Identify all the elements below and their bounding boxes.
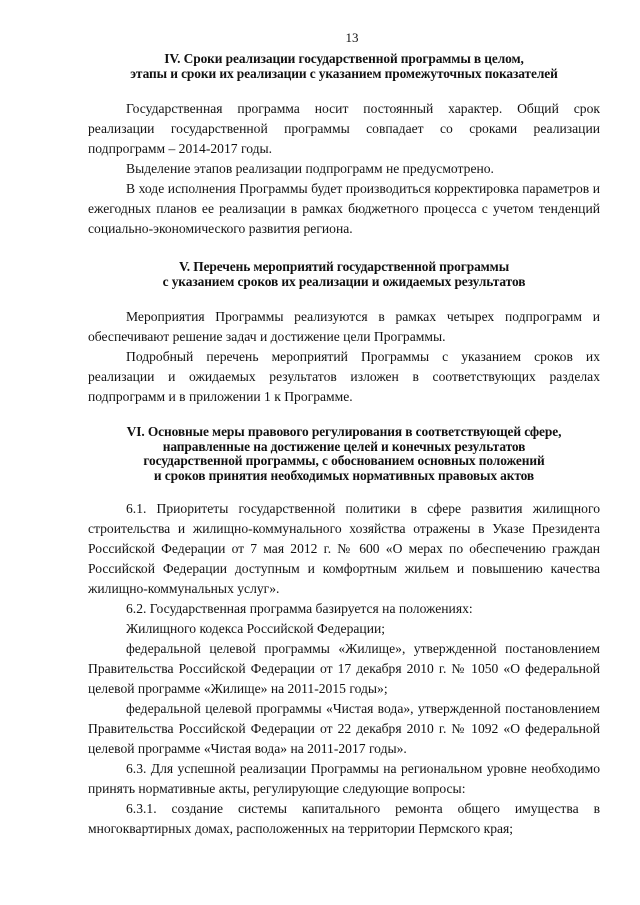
section-4-paragraph-2: Выделение этапов реализации подпрограмм не предусмотрено. xyxy=(126,161,494,176)
section-6-paragraph-5: федеральной целевой программы «Чистая вода», утвержденной постановлением Правительства Российской Федерации от 22 декабря 2010 г. № 1092 «О федеральной целевой программе «Чистая вода» на 2011-2017 годы». xyxy=(88,701,600,756)
section-6-paragraph-4: федеральной целевой программы «Жилище», утвержденной постановлением Правительства Российской Федерации от 17 декабря 2010 г. № 1050 «О федеральной целевой программе «Жилище» на 2011-2015 годы»; xyxy=(88,641,600,696)
section-5-paragraph-1: Мероприятия Программы реализуются в рамках четырех подпрограмм и обеспечивают решение задач и достижение цели Программы. xyxy=(88,309,600,344)
section-6-heading-line-1: VI. Основные меры правового регулирования в соответствующей сфере, xyxy=(126,424,562,439)
section-6-paragraph-1: 6.1. Приоритеты государственной политики в сфере развития жилищного строительства и жилищно-коммунального хозяйства отражены в Указе Президента Российской Федерации от 7 мая 2012 г. № 600 «О мерах по обеспечению граждан Российской Федерации доступным и комфортным жильем и повышению качества жилищно-коммунальных услуг». xyxy=(88,501,600,596)
document-page xyxy=(88,30,600,839)
section-6-heading-line-2: направленные на достижение целей и конечных результатов xyxy=(162,438,526,454)
section-6-heading-line-4: и сроков принятия необходимых нормативных правовых актов xyxy=(153,467,535,483)
section-6-heading xyxy=(88,425,600,483)
section-5-heading xyxy=(88,260,600,289)
section-6-paragraph-2: 6.2. Государственная программа базируется на положениях: xyxy=(126,601,473,616)
section-5-heading-line-1: V. Перечень мероприятий государственной программы xyxy=(178,259,510,274)
section-5-paragraph-2: Подробный перечень мероприятий Программы с указанием сроков их реализации и ожидаемых результатов изложен в соответствующих разделах подпрограмм и в приложении 1 к Программе. xyxy=(88,349,600,404)
section-4-heading-line-2: этапы и сроки их реализации с указанием промежуточных показателей xyxy=(130,65,558,81)
section-6-paragraph-6: 6.3. Для успешной реализации Программы на региональном уровне необходимо принять нормативные акты, регулирующие следующие вопросы: xyxy=(88,761,600,796)
section-4-heading-line-1: IV. Сроки реализации государственной программы в целом, xyxy=(164,51,524,66)
section-6-heading-line-3: государственной программы, с обоснованием основных положений xyxy=(143,453,545,468)
page-number: 13 xyxy=(345,30,359,45)
section-4-paragraph-3: В ходе исполнения Программы будет производиться корректировка параметров и ежегодных планов ее реализации в рамках бюджетного процесса с учетом тенденций социально-экономического развития региона. xyxy=(88,181,600,236)
section-4-paragraph-1: Государственная программа носит постоянный характер. Общий срок реализации государственной программы совпадает со сроками реализации подпрограмм – 2014-2017 годы. xyxy=(88,101,600,156)
section-4-heading xyxy=(88,52,600,81)
section-5-heading-line-2: с указанием сроков их реализации и ожидаемых результатов xyxy=(162,273,526,289)
section-6-paragraph-3: Жилищного кодекса Российской Федерации; xyxy=(126,621,386,636)
section-6-paragraph-7: 6.3.1. создание системы капитального ремонта общего имущества в многоквартирных домах, расположенных на территории Пермского края; xyxy=(88,801,600,836)
